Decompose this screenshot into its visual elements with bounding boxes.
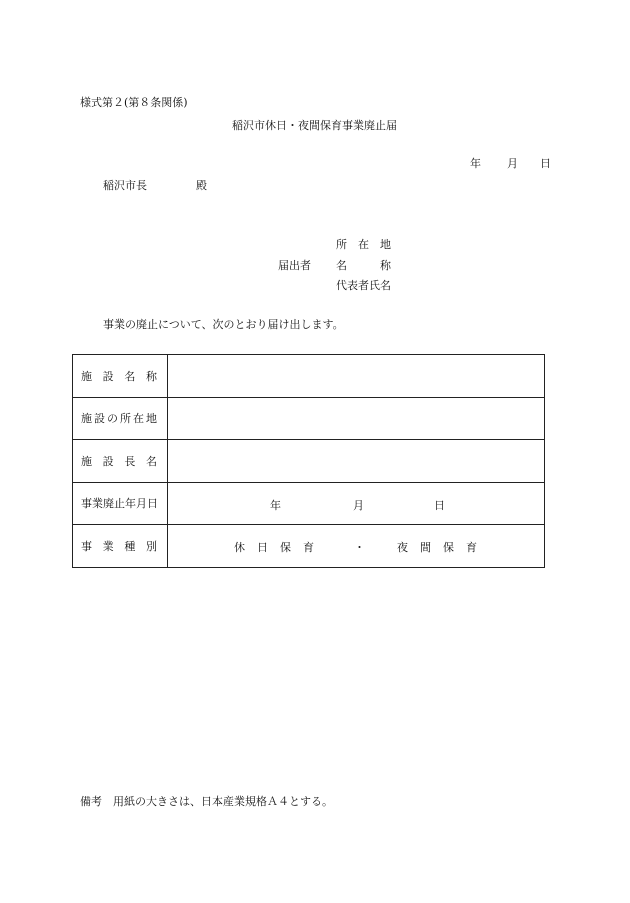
addressee-name: 稲沢市長 [103,179,147,192]
closure-year-label: 年 [270,498,281,512]
closure-date-label-text: 事 業 廃 止 年 月 日 [81,497,158,511]
option-separator: ・ [354,541,365,554]
facility-director-label [73,440,168,483]
date-year-label: 年 [470,157,481,170]
facility-name-label [73,355,168,398]
notification-table [72,354,545,568]
facility-address-label-text: 施 設 の 所 在 地 [81,412,157,426]
holiday-care-option[interactable]: 休 日 保 育 [234,541,314,554]
business-type-label [73,525,168,568]
table-row [73,525,545,568]
table-row [73,482,545,525]
table-row [73,355,545,398]
business-type-label-text: 事 業 種 別 [81,539,157,553]
notifier-heading: 届出者 [278,259,311,272]
form-title: 稲沢市休日・夜間保育事業廃止届 [232,119,397,132]
facility-name-label-text: 施 設 名 称 [81,369,157,383]
notifier-representative-label: 代表者氏名 [336,279,391,292]
closure-date-label [73,482,168,525]
notifier-name-label: 名 称 [336,259,391,272]
notifier-address-label: 所 在 地 [336,238,391,251]
table-row [73,440,545,483]
closure-day-label: 日 [434,498,445,512]
facility-name-field[interactable] [168,355,545,398]
date-month-label: 月 [507,157,518,170]
facility-address-field[interactable] [168,397,545,440]
closure-month-label: 月 [353,498,364,512]
night-care-option[interactable]: 夜 間 保 育 [397,541,477,554]
closure-date-field[interactable] [168,482,545,525]
facility-address-label [73,397,168,440]
statement-text: 事業の廃止について、次のとおり届け出します。 [103,318,344,331]
date-day-label: 日 [540,157,551,170]
addressee-honorific: 殿 [196,179,207,192]
footnote: 備考 用紙の大きさは、日本産業規格Ａ４とする。 [80,795,333,808]
facility-director-field[interactable] [168,440,545,483]
facility-director-label-text: 施 設 長 名 [81,454,157,468]
form-number: 様式第２(第８条関係) [80,96,188,109]
table-row [73,397,545,440]
business-type-field[interactable] [168,525,545,568]
